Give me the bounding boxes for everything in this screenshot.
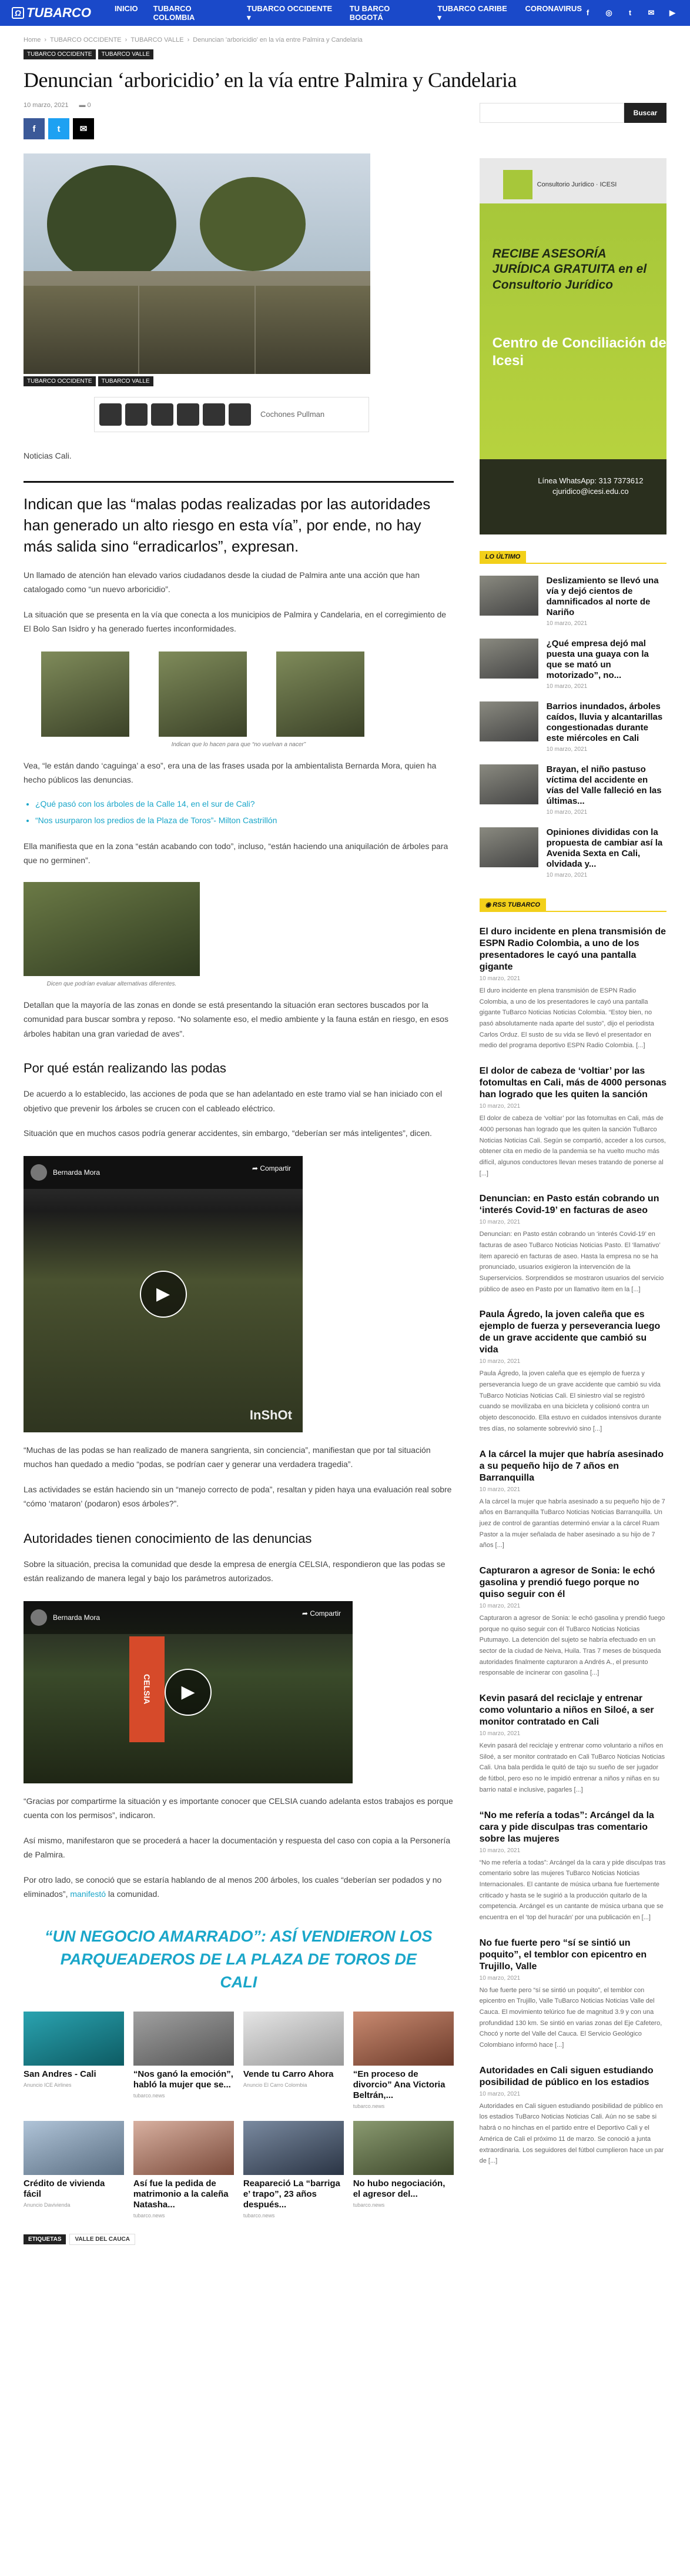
recommended-source: tubarco.news (133, 2093, 165, 2099)
play-icon[interactable]: ▶ (140, 1271, 187, 1318)
recommended-image (243, 2012, 344, 2066)
tag-valle[interactable]: TUBARCO VALLE (98, 376, 153, 386)
rss-title[interactable]: No fue fuerte pero “sí se sintió un poquito”, el temblor con epicentro en Trujillo, Valle (479, 1937, 647, 1972)
logo-text: TUBARCO (26, 5, 91, 20)
related-link[interactable]: ¿Qué pasó con los árboles de la Calle 14, en el sur de Cali? (35, 798, 255, 808)
search-button[interactable]: Buscar (624, 103, 666, 123)
paragraph: La situación que se presenta en la vía que conecta a los municipios de Palmira y Candelaria, en el corregimiento de El Bolo San Isidro y ha generado fuertes inconformidades. (24, 609, 447, 634)
recommended-card[interactable] (24, 2012, 124, 2109)
ad-logo-text: Consultorio Jurídico · ICESI (537, 181, 617, 188)
comment-count[interactable]: ▬ 0 (79, 102, 91, 109)
rss-title[interactable]: Kevin pasará del reciclaje y entrenar como voluntario a niños en Siloé, a ser monitor contratado en Cali (479, 1693, 654, 1728)
paragraph: De acuerdo a lo establecido, las acciones de poda que se han adelantado en este tramo vial se han iniciado con el objetivo que prevenir los árboles se crucen con el cableado eléctrico. (24, 1089, 443, 1113)
recommended-title: Reapareció La “barriga e’ trapo”, 23 años después... (243, 2179, 340, 2210)
nav-item-occidente[interactable]: TUBARCO OCCIDENTE ▾ (247, 4, 333, 22)
latest-thumb (480, 576, 538, 616)
nav-menu (115, 4, 582, 22)
sidebar (480, 109, 666, 2245)
gallery-caption: Indican que lo hacen para que “no vuelvan a nacer” (171, 741, 306, 748)
breadcrumb-sep: › (44, 36, 47, 44)
rss-date: 10 marzo, 2021 (479, 1358, 521, 1365)
rss-date: 10 marzo, 2021 (479, 1103, 521, 1110)
latest-title: Barrios inundados, árboles caídos, lluvia y alcantarillas congestionadas durante este miércoles en Cali (546, 701, 663, 743)
hero-tree (200, 177, 306, 271)
paragraph: Ella manifiesta que en la zona “están acabando con todo”, incluso, “están haciendo una aniquilación de árboles para que no germinen”. (24, 841, 448, 866)
rss-excerpt: “No me refería a todas”: Arcángel da la cara y pide disculpas tras comentario sobre las mujeres TuBarco Noticias Noticias Internacionales. El cantante de música urbana fue fuertemente criticado y hasta se le sugirió a la producción quitarlo de la competencia. Arcángel es un cantante de música urbana que se encuentra en el ‘top del huracán’ por una publicación en [...] (479, 1859, 666, 1921)
recommended-source: Anuncio ICE Airlines (24, 2082, 72, 2089)
rss-section (480, 878, 666, 2167)
article-date: 10 marzo, 2021 (24, 102, 69, 109)
section-heading: Autoridades tienen conocimiento de las denuncias (24, 1531, 312, 1546)
recommended-title: “En proceso de divorcio” Ana Victoria Beltrán,... (353, 2069, 446, 2101)
footer-tags (24, 2234, 454, 2245)
rss-item (480, 1193, 666, 1295)
latest-thumb (480, 827, 538, 867)
hero-image (24, 153, 370, 374)
latest-date: 10 marzo, 2021 (546, 809, 588, 816)
ad-logo (503, 170, 617, 199)
top-navbar (0, 0, 690, 26)
recommended-grid (24, 2012, 454, 2218)
ad-image (99, 403, 122, 426)
paragraph: Las actividades se están haciendo sin un “manejo correcto de poda”, resaltan y piden haya una evaluación real sobre “cómo ‘mataron’ (podaron) esos árboles?”. (24, 1484, 452, 1509)
search-input[interactable] (480, 103, 624, 123)
recommended-image (353, 2121, 454, 2175)
rss-excerpt: Capturaron a agresor de Sonia: le echó gasolina y prendió fuego porque no quiso seguir con él TuBarco Noticias Noticias Putumayo. La detención del sujeto se habría efectuado en un sector de la ciudad de Neiva, Huila. Tras 7 meses de búsqueda autoridades finalmente capturaron a Andrés A., el presunto responsable de incinerar con gasolina [...] (479, 1614, 665, 1677)
rss-title[interactable]: Capturaron a agresor de Sonia: le echó gasolina y prendió fuego porque no quiso seguir con él (479, 1565, 655, 1599)
latest-item[interactable] (480, 764, 666, 816)
recommended-card[interactable] (133, 2121, 234, 2218)
rss-label (480, 898, 546, 911)
rss-excerpt: El duro incidente en plena transmisión de ESPN Radio Colombia, a uno de los presentadores le cayó una pantalla gigante TuBarco Noticias Noticias Colombia. “Estoy bien, no pasó absolutamente nada aparte del susto”, dijo el periodista Carlos Orduz. El susto de su vida se llevó el presentador en medio del programa deportivo ESPN Radio Colombia. [...] (479, 987, 654, 1050)
recommended-image (243, 2121, 344, 2175)
hero-collage (24, 286, 370, 374)
page-wrapper (24, 36, 666, 2245)
breadcrumb (24, 36, 666, 44)
twitter-icon[interactable]: t (628, 8, 632, 17)
rss-date: 10 marzo, 2021 (479, 1730, 521, 1738)
latest-item[interactable] (480, 827, 666, 878)
paragraph-text: la comunidad. (106, 1889, 160, 1899)
recommended-title: Vende tu Carro Ahora (243, 2069, 334, 2080)
video-header (24, 1601, 353, 1634)
latest-date: 10 marzo, 2021 (546, 746, 588, 753)
rss-excerpt: Autoridades en Cali siguen estudiando posibilidad de público en los estadios TuBarco Noticias Noticias Cali. Aún no se sabe si habrá o no hinchas en el partido entre el Deportivo Cali y el América de Cali el próximo 11 de marzo. Se conoció a junta extraordinaria. Los seguidores del fútbol cumplieron hace un par de [...] (479, 2102, 664, 2165)
inline-ad[interactable] (94, 397, 369, 432)
rss-date: 10 marzo, 2021 (479, 2090, 521, 2097)
rss-icon: ◉ (485, 901, 493, 908)
breadcrumb-occidente[interactable]: TUBARCO OCCIDENTE (50, 36, 122, 44)
logo-mark: Ω (12, 7, 24, 19)
section-divider (480, 563, 666, 564)
promo-link[interactable]: “UN NEGOCIO AMARRADO”: ASÍ VENDIERON LOS PARQUEADEROS DE LA PLAZA DE TOROS DE CALI (45, 1927, 433, 1991)
breadcrumb-home[interactable]: Home (24, 36, 41, 44)
ad-contact: Línea WhatsApp: 313 7373612 cjuridico@icesi.edu.co (538, 476, 644, 496)
paragraph: “Muchas de las podas se han realizado de manera sangrienta, sin conciencia”, manifiestan que por tal situación muchos han quedado a medio “podas, se podrían caer y generar una verdadera tragedia”. (24, 1445, 431, 1469)
latest-date: 10 marzo, 2021 (546, 683, 588, 690)
recommended-title: Crédito de vivienda fácil (24, 2179, 105, 2200)
breadcrumb-sep: › (187, 36, 190, 44)
tags-label: ETIQUETAS (24, 2234, 66, 2244)
rss-date: 10 marzo, 2021 (479, 1219, 521, 1226)
breadcrumb-current: Denuncian 'arboricidio' en la vía entre Palmira y Candelaria (193, 36, 363, 44)
rss-label-text: RSS TUBARCO (493, 901, 540, 908)
nav-item-caribe[interactable]: TUBARCO CARIBE ▾ (437, 4, 507, 22)
rss-date: 10 marzo, 2021 (479, 1974, 521, 1982)
rss-excerpt: Paula Ágredo, la joven caleña que es ejemplo de fuerza y perseverancia luego de un grave accidente que cambió su vida TuBarco Noticias Noticias Cali. El siniestro vial se registró cuando se movilizaba en una bicicleta y colisionó contra un objeto desconocido. Ella estuvo en cuidados intensivos durante tres días, no solamente sobrevivió sino [...] (479, 1370, 662, 1432)
share-twitter-icon[interactable]: t (48, 118, 69, 139)
ad-text: Cochones Pullman (260, 410, 325, 419)
rss-title[interactable]: El duro incidente en plena transmisión de ESPN Radio Colombia, a uno de los presentadores le cayó una pantalla gigante (479, 927, 666, 972)
recommended-image (24, 2121, 124, 2175)
rss-date: 10 marzo, 2021 (479, 1602, 521, 1609)
rss-title[interactable]: El dolor de cabeza de ‘voltiar’ por las fotomultas en Cali, más de 4000 personas han logrado que les quiten la sanción (479, 1066, 666, 1100)
avatar (31, 1609, 47, 1626)
embedded-video[interactable] (24, 1601, 353, 1783)
rss-excerpt: A la cárcel la mujer que habría asesinado a su pequeño hijo de 7 años en Barranquilla TuBarco Noticias Noticias Barranquilla. Un juez de control de garantías determinó enviar a la cárcel Ruam Pastor a la mujer señalada de haber asesinado a su hijo de 7 años [...] (479, 1498, 665, 1549)
recommended-card[interactable] (353, 2012, 454, 2109)
nav-item-coronavirus[interactable]: CORONAVIRUS (525, 4, 582, 13)
recommended-image (133, 2121, 234, 2175)
social-links (582, 8, 678, 18)
share-buttons (24, 118, 454, 139)
tag-occidente[interactable]: TUBARCO OCCIDENTE (24, 376, 96, 386)
recommended-image (353, 2012, 454, 2066)
recommended-source: tubarco.news (353, 2103, 385, 2110)
latest-thumb (480, 701, 538, 741)
ad-headline: RECIBE ASESORÍA JURÍDICA GRATUITA en el Consultorio Jurídico (492, 247, 647, 292)
video-author: Bernarda Mora (53, 1613, 101, 1622)
rss-item (480, 1565, 666, 1679)
ad-image (177, 403, 199, 426)
latest-date: 10 marzo, 2021 (546, 872, 588, 878)
video-sign: CELSIA (129, 1636, 165, 1742)
breadcrumb-sep: › (125, 36, 128, 44)
rss-item (480, 1065, 666, 1179)
article-main (24, 109, 454, 2245)
nav-item-inicio[interactable]: INICIO (114, 4, 138, 13)
rss-excerpt: Kevin pasará del reciclaje y entrenar como voluntario a niños en Siloé, a ser monitor contratado en Cali TuBarco Noticias Noticias Cali. Una bala perdida le quitó de tajo su sueño de ser jugador de fútbol, pero eso no le impidió entrenar a niños y niñas en su barrio natal e inclusive, pagarles [...] (479, 1742, 665, 1793)
paragraph: Situación que en muchos casos podría generar accidentes, sin embargo, “deberían ser más inteligentes”, dicen. (24, 1128, 432, 1138)
video-share-button[interactable]: ➦ Compartir (302, 1609, 341, 1618)
rss-item (480, 2065, 666, 2167)
article-credit: Noticias Cali. (24, 451, 72, 460)
rss-excerpt: El dolor de cabeza de ‘voltiar’ por las fotomultas en Cali, más de 4000 personas han logrado que les quiten la sanción TuBarco Noticias Noticias Cali. Según se compartió, acceder a los cursos, obtener cita en medio de la pandemia se ha vuelto mucho más difícil, algunos conductores llevan meses tratando de ponerse al [...] (479, 1115, 666, 1177)
ad-subheadline: Centro de Conciliación de Icesi (492, 335, 666, 369)
recommended-source: Anuncio Davivienda (24, 2202, 71, 2209)
section-divider (480, 911, 666, 912)
rss-title[interactable]: A la cárcel la mujer que habría asesinado a su pequeño hijo de 7 años en Barranquilla (479, 1449, 664, 1483)
rss-item (480, 926, 666, 1051)
article-lead: Indican que las “malas podas realizadas por las autoridades han generado un alto riesgo en esta vía”, por ende, no hay más salida sino “erradicarlos”, expresan. (24, 481, 454, 557)
facebook-icon[interactable]: f (586, 8, 589, 17)
paragraph: Detallan que la mayoría de las zonas en donde se está presentando la situación eran sectores buscados por la comunidad para buscar sombra y reposo. “No solamente eso, el medio ambiente y la fauna están en riesgo, en esos árboles habitan una gran variedad de aves”. (24, 1000, 448, 1038)
rss-title[interactable]: Autoridades en Cali siguen estudiando posibilidad de público en los estadios (479, 2065, 654, 2087)
recommended-card[interactable] (243, 2121, 344, 2218)
image-gallery (41, 651, 454, 737)
recommended-title: “Nos ganó la emoción”, habló la mujer que se... (133, 2069, 233, 2090)
recommended-card[interactable] (243, 2012, 344, 2109)
related-link[interactable]: “Nos usurparon los predios de la Plaza de Toros”- Milton Castrillón (35, 815, 277, 825)
rss-title[interactable]: Paula Ágredo, la joven caleña que es ejemplo de fuerza y perseverancia luego de un grave accidente que cambió su vida (479, 1309, 661, 1355)
tag-valle-del-cauca[interactable]: VALLE DEL CAUCA (69, 2234, 135, 2245)
rss-item (480, 1449, 666, 1551)
recommended-title: No hubo negociación, el agresor del... (353, 2179, 446, 2200)
instagram-icon[interactable]: ◎ (605, 8, 612, 17)
ad-image (151, 403, 173, 426)
tag-occidente[interactable]: TUBARCO OCCIDENTE (24, 49, 96, 59)
gallery-image[interactable] (159, 651, 247, 737)
rss-excerpt: No fue fuerte pero “sí se sintió un poquito”, el temblor con epicentro en Trujillo, Valle TuBarco Noticias Noticias Valle del Cauca. El movimiento telúrico fue de magnitud 3.9 y con una profundidad 130 km. Se sintió en varias zonas del Eje Cafetero, Chocó y norte del Valle del Cauca. El Servicio Geológico Colombiano informó hace [...] (479, 1986, 662, 2049)
rss-title[interactable]: Denuncian: en Pasto están cobrando un ‘interés Covid-19’ en facturas de aseo (479, 1194, 659, 1216)
share-mail-icon[interactable]: ✉ (73, 118, 94, 139)
site-logo[interactable] (12, 5, 91, 21)
paragraph: “Gracias por compartirme la situación y es importante conocer que CELSIA cuando adelanta estos trabajos es porque cuenta con los permisos”, indicaron. (24, 1796, 453, 1820)
latest-item[interactable] (480, 639, 666, 690)
play-icon[interactable]: ▶ (165, 1669, 212, 1716)
comment-count-value: 0 (87, 102, 91, 109)
mail-icon[interactable]: ✉ (648, 8, 655, 17)
article-photo (24, 882, 200, 976)
share-facebook-icon[interactable]: f (24, 118, 45, 139)
paragraph: Así mismo, manifestaron que se procederá a hacer la documentación y respuesta del caso con copia a la Personería de Palmira. (24, 1835, 451, 1860)
latest-item[interactable] (480, 576, 666, 627)
ad-image (229, 403, 251, 426)
photo-caption: Dicen que podrían evaluar alternativas diferentes. (46, 980, 177, 987)
breadcrumb-valle[interactable]: TUBARCO VALLE (130, 36, 184, 44)
image-tags (24, 376, 454, 386)
latest-label: LO ÚLTIMO (480, 551, 527, 563)
sidebar-ad[interactable] (480, 158, 666, 534)
search-form (480, 103, 666, 123)
recommended-source: tubarco.news (243, 2213, 275, 2219)
latest-item[interactable] (480, 701, 666, 753)
tag-valle[interactable]: TUBARCO VALLE (98, 49, 153, 59)
rss-date: 10 marzo, 2021 (479, 1847, 521, 1854)
nav-item-colombia[interactable]: TUBARCO COLOMBIA (153, 4, 195, 22)
video-share-label: Compartir (260, 1164, 291, 1172)
recommended-card[interactable] (24, 2121, 124, 2218)
recommended-title: Así fue la pedida de matrimonio a la caleña Natasha... (133, 2179, 229, 2210)
ad-image (203, 403, 225, 426)
latest-title: Opiniones divididas con la propuesta de cambiar así la Avenida Sexta en Cali, olvidada y... (546, 827, 663, 869)
video-share-label: Compartir (310, 1609, 341, 1618)
latest-date: 10 marzo, 2021 (546, 620, 588, 627)
gallery-image[interactable] (41, 651, 129, 737)
latest-thumb (480, 764, 538, 804)
latest-title: Deslizamiento se llevó una vía y dejó cientos de damnificados al norte de Nariño (546, 576, 659, 617)
latest-title: Brayan, el niño pastuso víctima del accidente en vías del Valle falleció en las últimas... (546, 764, 662, 806)
paragraph: Un llamado de atención han elevado varios ciudadanos desde la ciudad de Palmira ante una acción que han catalogado como “un nuevo arboricidio”. (24, 570, 420, 594)
embedded-video[interactable] (24, 1156, 303, 1432)
paragraph: Sobre la situación, precisa la comunidad que desde la empresa de energía CELSIA, respondieron que las podas se están realizando de manera legal y bajo los parámetros autorizados. (24, 1559, 446, 1583)
latest-thumb (480, 639, 538, 679)
rss-item (480, 1937, 666, 2051)
rss-title[interactable]: “No me refería a todas”: Arcángel da la cara y pide disculpas tras comentario sobre las mujeres (479, 1810, 654, 1844)
paragraph (24, 1873, 454, 1902)
article-title: Denuncian ‘arboricidio’ en la vía entre Palmira y Candelaria (24, 68, 517, 92)
video-author: Bernarda Mora (53, 1168, 101, 1177)
latest-title: ¿Qué empresa dejó mal puesta una guaya con la que se mató un motorizado”, no... (546, 639, 649, 680)
gallery-image[interactable] (276, 651, 364, 737)
nav-item-bogota[interactable]: TU BARCO BOGOTÁ (349, 4, 390, 22)
inline-link[interactable]: manifestó (70, 1889, 106, 1899)
rss-item (480, 1693, 666, 1795)
recommended-image (24, 2012, 124, 2066)
rss-item (480, 1810, 666, 1923)
recommended-source: Anuncio El Carro Colombia (243, 2082, 307, 2089)
rss-item (480, 1309, 666, 1434)
video-share-button[interactable]: ➦ Compartir (252, 1164, 291, 1172)
hero-tree (47, 165, 176, 283)
recommended-title: San Andres - Cali (24, 2069, 96, 2080)
youtube-icon[interactable]: ▶ (669, 8, 675, 17)
video-watermark: InShOt (249, 1407, 292, 1422)
recommended-source: tubarco.news (133, 2213, 165, 2219)
section-heading: Por qué están realizando las podas (24, 1061, 226, 1076)
latest-section (480, 534, 666, 878)
ad-image (125, 403, 148, 426)
recommended-source: tubarco.news (353, 2202, 385, 2209)
paragraph: Vea, “le están dando ‘caguinga’ a eso”, era una de las frases usada por la ambientalista Bernarda Mora, quien ha hecho públicos las denuncias. (24, 760, 437, 785)
avatar (31, 1164, 47, 1181)
related-links (24, 796, 454, 828)
article-tags (24, 49, 666, 59)
recommended-card[interactable] (133, 2012, 234, 2109)
recommended-image (133, 2012, 234, 2066)
rss-date: 10 marzo, 2021 (479, 1486, 521, 1493)
rss-excerpt: Denuncian: en Pasto están cobrando un ‘interés Covid-19’ en facturas de aseo TuBarco Noticias Noticias Pasto. El ‘llamativo’ ítem apareció en facturas de aseo. Hasta la empresa no se ha pronunciado, usuarios exigieron la intervención de la Superservicios. Sorprendidos se mostraron usuarios del servicio público de aseo en Pasto por un llamativo ítem en la [...] (479, 1231, 664, 1293)
recommended-card[interactable] (353, 2121, 454, 2218)
ad-logo-mark (503, 170, 532, 199)
rss-date: 10 marzo, 2021 (479, 975, 521, 982)
content-columns (24, 109, 666, 2245)
paragraph-text: Por otro lado, se conoció que se estaría hablando de al menos 200 árboles, los cuales “deberían ser podados y no eliminados”, (24, 1875, 442, 1899)
video-header (24, 1156, 303, 1189)
